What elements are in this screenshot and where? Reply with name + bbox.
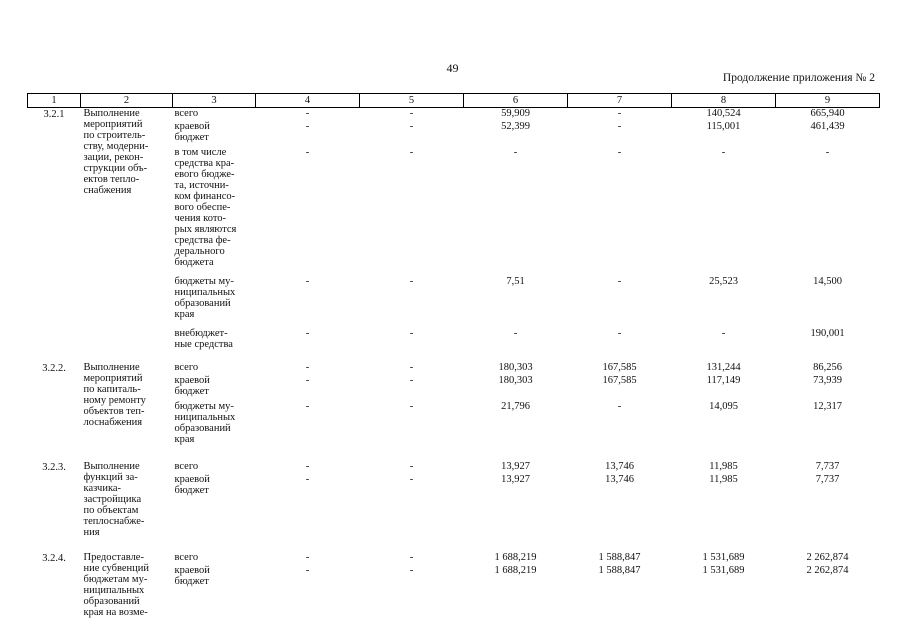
value-cell-6: 7,51 <box>506 275 525 287</box>
value-cell-9: 2 262,874 <box>806 551 849 563</box>
value-cell-4: - <box>305 275 310 287</box>
funding-source-label: всего <box>174 551 199 563</box>
value-cell-6: 21,796 <box>501 400 530 412</box>
value-cell-8: 117,149 <box>706 374 741 386</box>
value-cell-9: 665,940 <box>810 108 845 119</box>
funding-source-label: всего <box>174 460 199 472</box>
value-cell-4: - <box>305 108 310 119</box>
value-cell-4: - <box>305 361 310 373</box>
value-cell-6: 13,927 <box>501 473 530 485</box>
value-cell-6: 1 688,219 <box>494 551 537 563</box>
column-header: 2 <box>81 94 173 108</box>
appendix-continuation-title: Продолжение приложения № 2 <box>722 72 875 84</box>
funding-source-label: краевой бюджет <box>174 374 210 397</box>
funding-source-label: краевой бюджет <box>174 565 210 588</box>
value-cell-9: - <box>825 146 830 158</box>
row-gap-cell <box>28 354 880 362</box>
value-cell-8: 14,095 <box>709 400 738 412</box>
funding-source-label: всего <box>174 361 199 373</box>
value-cell-5: - <box>409 565 414 577</box>
value-cell-5: - <box>409 275 414 287</box>
value-cell-8: - <box>721 327 726 339</box>
funding-source-label: краевой бюджет <box>174 120 210 143</box>
value-cell-5: - <box>409 361 414 373</box>
value-cell-8: - <box>721 146 726 158</box>
column-header: 3 <box>173 94 256 108</box>
row-code: 3.2.3. <box>42 461 66 473</box>
column-header: 9 <box>776 94 880 108</box>
row-title: Выполнение функций за- казчика- застройщика по объектам теплоснабже- ния <box>83 460 145 538</box>
value-cell-5: - <box>409 460 414 472</box>
funding-source-label: внебюджет- ные средства <box>174 327 233 350</box>
value-cell-7: - <box>617 120 622 132</box>
value-cell-6: 180,303 <box>498 374 533 386</box>
funding-source-label: в том числе средства кра- евого бюдже- та, источни- ком финансо- вого обеспе- чения кото- рых являются средства фе- дерального бюджета <box>174 146 237 268</box>
value-cell-5: - <box>409 108 414 119</box>
value-cell-7: 13,746 <box>605 460 634 472</box>
row-code: 3.2.4. <box>42 552 66 564</box>
value-cell-4: - <box>305 120 310 132</box>
column-header: 6 <box>464 94 568 108</box>
value-cell-7: - <box>617 108 622 119</box>
row-gap-cell <box>28 453 880 461</box>
row-gap <box>28 354 880 362</box>
value-cell-4: - <box>305 146 310 158</box>
table-row <box>28 108 880 121</box>
row-code: 3.2.2. <box>42 362 66 374</box>
value-cell-6: 1 688,219 <box>494 565 537 577</box>
value-cell-7: - <box>617 400 622 412</box>
value-cell-8: 140,524 <box>706 108 741 119</box>
column-header: 8 <box>672 94 776 108</box>
value-cell-5: - <box>409 146 414 158</box>
value-cell-6: 13,927 <box>501 460 530 472</box>
value-cell-4: - <box>305 374 310 386</box>
value-cell-5: - <box>409 551 414 563</box>
row-gap-cell <box>28 544 880 552</box>
funding-source-label: всего <box>174 108 199 119</box>
column-header: 1 <box>28 94 81 108</box>
value-cell-5: - <box>409 473 414 485</box>
budget-table <box>27 93 880 618</box>
value-cell-9: 2 262,874 <box>806 565 849 577</box>
row-code: 3.2.1 <box>43 109 65 120</box>
table-row <box>28 552 880 566</box>
value-cell-7: - <box>617 275 622 287</box>
value-cell-9: 461,439 <box>810 120 845 132</box>
row-title: Выполнение мероприятий по капиталь- ному ремонту объектов теп- лоснабжения <box>83 361 146 428</box>
value-cell-4: - <box>305 460 310 472</box>
value-cell-7: 167,585 <box>602 374 637 386</box>
value-cell-5: - <box>409 327 414 339</box>
value-cell-5: - <box>409 374 414 386</box>
column-header: 7 <box>568 94 672 108</box>
value-cell-6: - <box>513 327 518 339</box>
value-cell-5: - <box>409 400 414 412</box>
table-body <box>28 108 880 618</box>
column-number-header-row <box>28 94 880 108</box>
table-row <box>28 461 880 474</box>
value-cell-4: - <box>305 551 310 563</box>
row-gap <box>28 453 880 461</box>
value-cell-9: 7,737 <box>815 460 840 472</box>
page-number: 49 <box>446 61 459 75</box>
value-cell-6: 52,399 <box>501 120 530 132</box>
value-cell-9: 190,001 <box>810 327 845 339</box>
value-cell-8: 11,985 <box>709 460 738 472</box>
value-cell-9: 73,939 <box>813 374 842 386</box>
row-title: Предоставле- ние субвенций бюджетам му- ниципальных образований края на возме- <box>83 551 150 618</box>
value-cell-7: - <box>617 146 622 158</box>
row-gap <box>28 544 880 552</box>
value-cell-6: 180,303 <box>498 361 533 373</box>
value-cell-9: 7,737 <box>815 473 840 485</box>
value-cell-4: - <box>305 400 310 412</box>
column-header: 4 <box>256 94 360 108</box>
value-cell-8: 131,244 <box>706 361 741 373</box>
value-cell-8: 1 531,689 <box>702 565 745 577</box>
value-cell-8: 115,001 <box>706 120 741 132</box>
value-cell-7: 13,746 <box>605 473 634 485</box>
column-header: 5 <box>360 94 464 108</box>
value-cell-9: 12,317 <box>813 400 842 412</box>
value-cell-9: 14,500 <box>813 275 842 287</box>
value-cell-8: 1 531,689 <box>702 551 745 563</box>
value-cell-7: 167,585 <box>602 361 637 373</box>
value-cell-9: 86,256 <box>813 361 842 373</box>
funding-source-label: бюджеты му- ниципальных образований края <box>174 400 236 445</box>
value-cell-6: - <box>513 146 518 158</box>
value-cell-4: - <box>305 327 310 339</box>
funding-source-label: бюджеты му- ниципальных образований края <box>174 275 236 320</box>
funding-source-label: краевой бюджет <box>174 473 210 496</box>
table-row <box>28 362 880 375</box>
value-cell-4: - <box>305 473 310 485</box>
row-title: Выполнение мероприятий по строитель- ству, модерни- зации, рекон- струкции объ- ектов тепло- снабжения <box>83 108 149 196</box>
value-cell-4: - <box>305 565 310 577</box>
value-cell-8: 25,523 <box>709 275 738 287</box>
value-cell-5: - <box>409 120 414 132</box>
value-cell-7: 1 588,847 <box>598 565 641 577</box>
value-cell-8: 11,985 <box>709 473 738 485</box>
value-cell-6: 59,909 <box>501 108 530 119</box>
value-cell-7: 1 588,847 <box>598 551 641 563</box>
value-cell-7: - <box>617 327 622 339</box>
